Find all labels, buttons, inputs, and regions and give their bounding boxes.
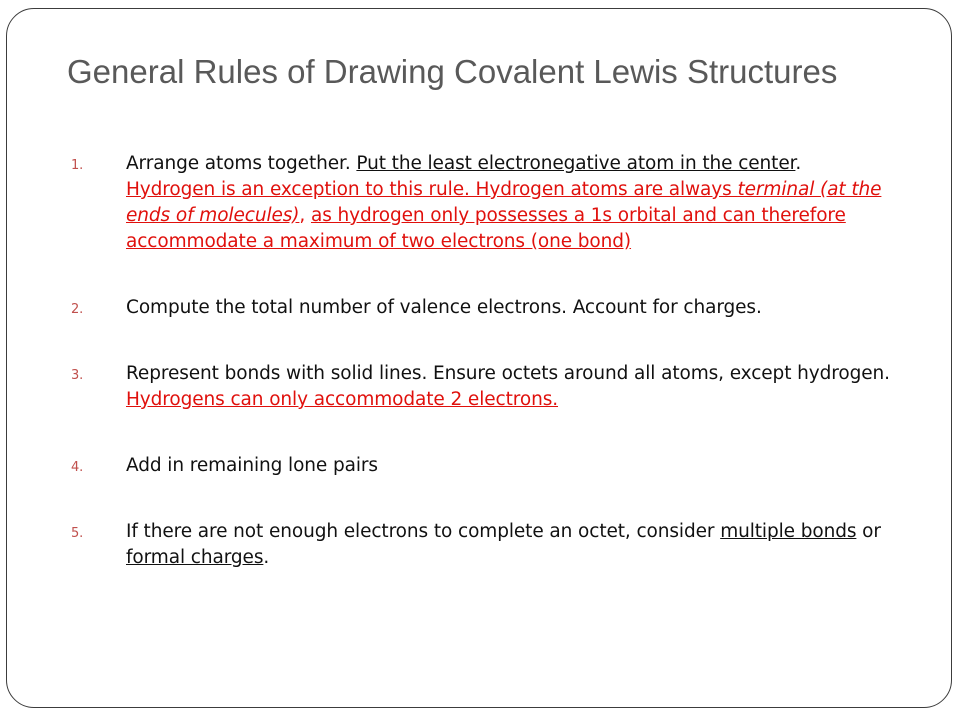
rule-text: .	[263, 547, 270, 568]
rule-text-highlight: Hydrogens can only accommodate 2 electrons.	[126, 389, 559, 410]
rule-item-3	[71, 361, 891, 413]
rule-text: .	[795, 153, 802, 174]
rule-item-2	[71, 295, 891, 321]
rule-text: Represent bonds with solid lines. Ensure octets around all atoms, except hydrogen.	[126, 363, 890, 384]
rule-text-underlined: multiple bonds	[720, 521, 857, 542]
rule-text: or	[856, 521, 881, 542]
rule-item-5	[71, 519, 891, 571]
rule-number: 3.	[71, 368, 84, 383]
rule-item-1	[71, 151, 891, 255]
rule-text-highlight: Hydrogen is an exception to this rule. Hydrogen atoms are always	[126, 179, 738, 200]
rule-number: 5.	[71, 526, 84, 541]
rule-number: 4.	[71, 460, 84, 475]
slide-title: General Rules of Drawing Covalent Lewis Structures	[67, 53, 838, 90]
rule-text: Arrange atoms together.	[126, 153, 357, 174]
rule-number: 1.	[71, 158, 84, 173]
rule-item-4	[71, 453, 891, 479]
rule-text-highlight: ,	[299, 205, 311, 226]
rule-text: Compute the total number of valence electrons. Account for charges.	[126, 297, 762, 318]
rule-text: If there are not enough electrons to complete an octet, consider	[126, 521, 721, 542]
rule-text-underlined: Put the least electronegative atom in the center	[356, 153, 796, 174]
rules-list	[71, 151, 891, 571]
rule-number: 2.	[71, 302, 84, 317]
rule-text-highlight: as hydrogen only possesses a 1s orbital and can therefore accommodate a maximum of two electrons (one bond)	[126, 205, 846, 252]
rule-text-highlight-italic: terminal (at the ends of molecules)	[126, 179, 882, 226]
rule-text: Add in remaining lone pairs	[126, 455, 378, 476]
slide-frame	[6, 8, 952, 708]
rule-text-underlined: formal charges	[126, 547, 264, 568]
